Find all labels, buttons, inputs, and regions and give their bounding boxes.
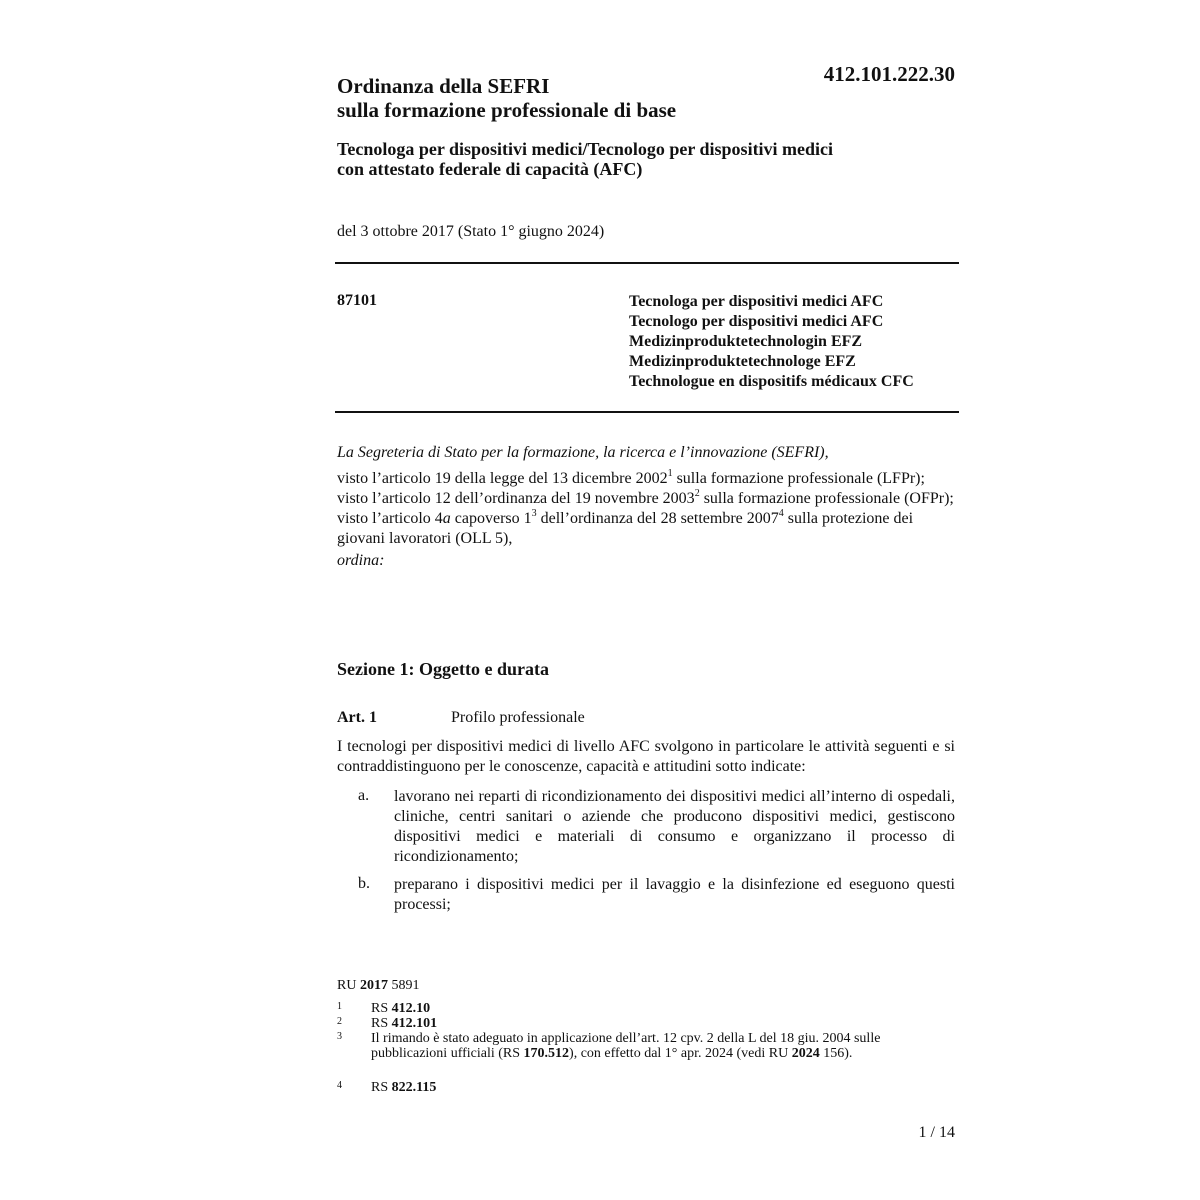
list-item-letter: b. bbox=[358, 875, 370, 892]
issuing-authority: La Segreteria di Stato per la formazione, la ricerca e l’innovazione (SEFRI), bbox=[337, 444, 829, 461]
bottom-divider bbox=[335, 411, 959, 413]
article-text: I tecnologi per dispositivi medici di livello AFC svolgono in particolare le attività seguenti e si contraddistinguono per le conoscenze, capacità e attitudini sotto indicate: bbox=[337, 738, 955, 775]
legal-basis-1: visto l’articolo 19 della legge del 13 dicembre 2002$^1$ sulla formazione professionale (LFPr); bbox=[337, 468, 925, 487]
document-code: 412.101.222.30 bbox=[823, 62, 955, 86]
footnote-ref-3[interactable]: 3 bbox=[531, 508, 537, 519]
subtitle-line-2: con attestato federale di capacità (AFC) bbox=[337, 159, 643, 179]
footnote-ref-2[interactable]: 2 bbox=[694, 488, 700, 499]
page-number: 1 / 14 bbox=[918, 1124, 955, 1141]
footnote-ref-1[interactable]: 1 bbox=[667, 468, 673, 479]
title-line-2: sulla formazione professionale di base bbox=[337, 98, 677, 122]
profession-names bbox=[629, 292, 914, 392]
profession-number: 87101 bbox=[337, 292, 377, 309]
legal-basis-2: visto l’articolo 12 dell’ordinanza del 19 novembre 2003$^2$ sulla formazione professionale (OFPr); bbox=[337, 488, 954, 507]
preamble bbox=[337, 443, 957, 571]
profession-name: Tecnologo per dispositivi medici AFC bbox=[629, 313, 884, 330]
profession-name: Medizinproduktetechnologin EFZ bbox=[629, 333, 863, 350]
article-title: Profilo professionale bbox=[451, 709, 585, 726]
list-item-letter: a. bbox=[358, 787, 370, 804]
list-item-text: preparano i dispositivi medici per il lavaggio e la disinfezione ed eseguono questi processi; bbox=[394, 876, 955, 913]
document-subtitle bbox=[337, 139, 833, 179]
profession-name: Technologue en dispositifs médicaux CFC bbox=[629, 373, 914, 390]
ru-reference: RU 2017 5891 bbox=[337, 978, 420, 993]
document-title bbox=[337, 74, 676, 122]
section-heading: Sezione 1: Oggetto e durata bbox=[337, 659, 549, 679]
ordina-label: ordina: bbox=[337, 552, 385, 569]
list-item-text: lavorano nei reparti di ricondizionamento dei dispositivi medici all’interno di ospedali, cliniche, centri sanitari o aziende che producono dispositivi medici, gestiscono dispositivi medici e materiali di consumo e organizzano il processo di ricondizionamento; bbox=[394, 788, 955, 865]
title-line-1: Ordinanza della SEFRI bbox=[337, 74, 550, 98]
profession-name: Tecnologa per dispositivi medici AFC bbox=[629, 293, 884, 310]
top-divider bbox=[335, 262, 959, 264]
legal-basis-3: visto l’articolo 4a capoverso $1^3$ dell’ordinanza del 28 settembre 2007$^4$ sulla protezione dei giovani lavoratori (OLL 5), bbox=[337, 508, 914, 547]
subtitle-line-1: Tecnologa per dispositivi medici/Tecnologo per dispositivi medici bbox=[337, 139, 834, 159]
footnote-ref-4[interactable]: 4 bbox=[778, 508, 784, 519]
article-number: Art. 1 bbox=[337, 709, 377, 726]
profession-name: Medizinproduktetechnologe EFZ bbox=[629, 353, 856, 370]
document-date: del 3 ottobre 2017 (Stato 1° giugno 2024) bbox=[337, 223, 605, 240]
